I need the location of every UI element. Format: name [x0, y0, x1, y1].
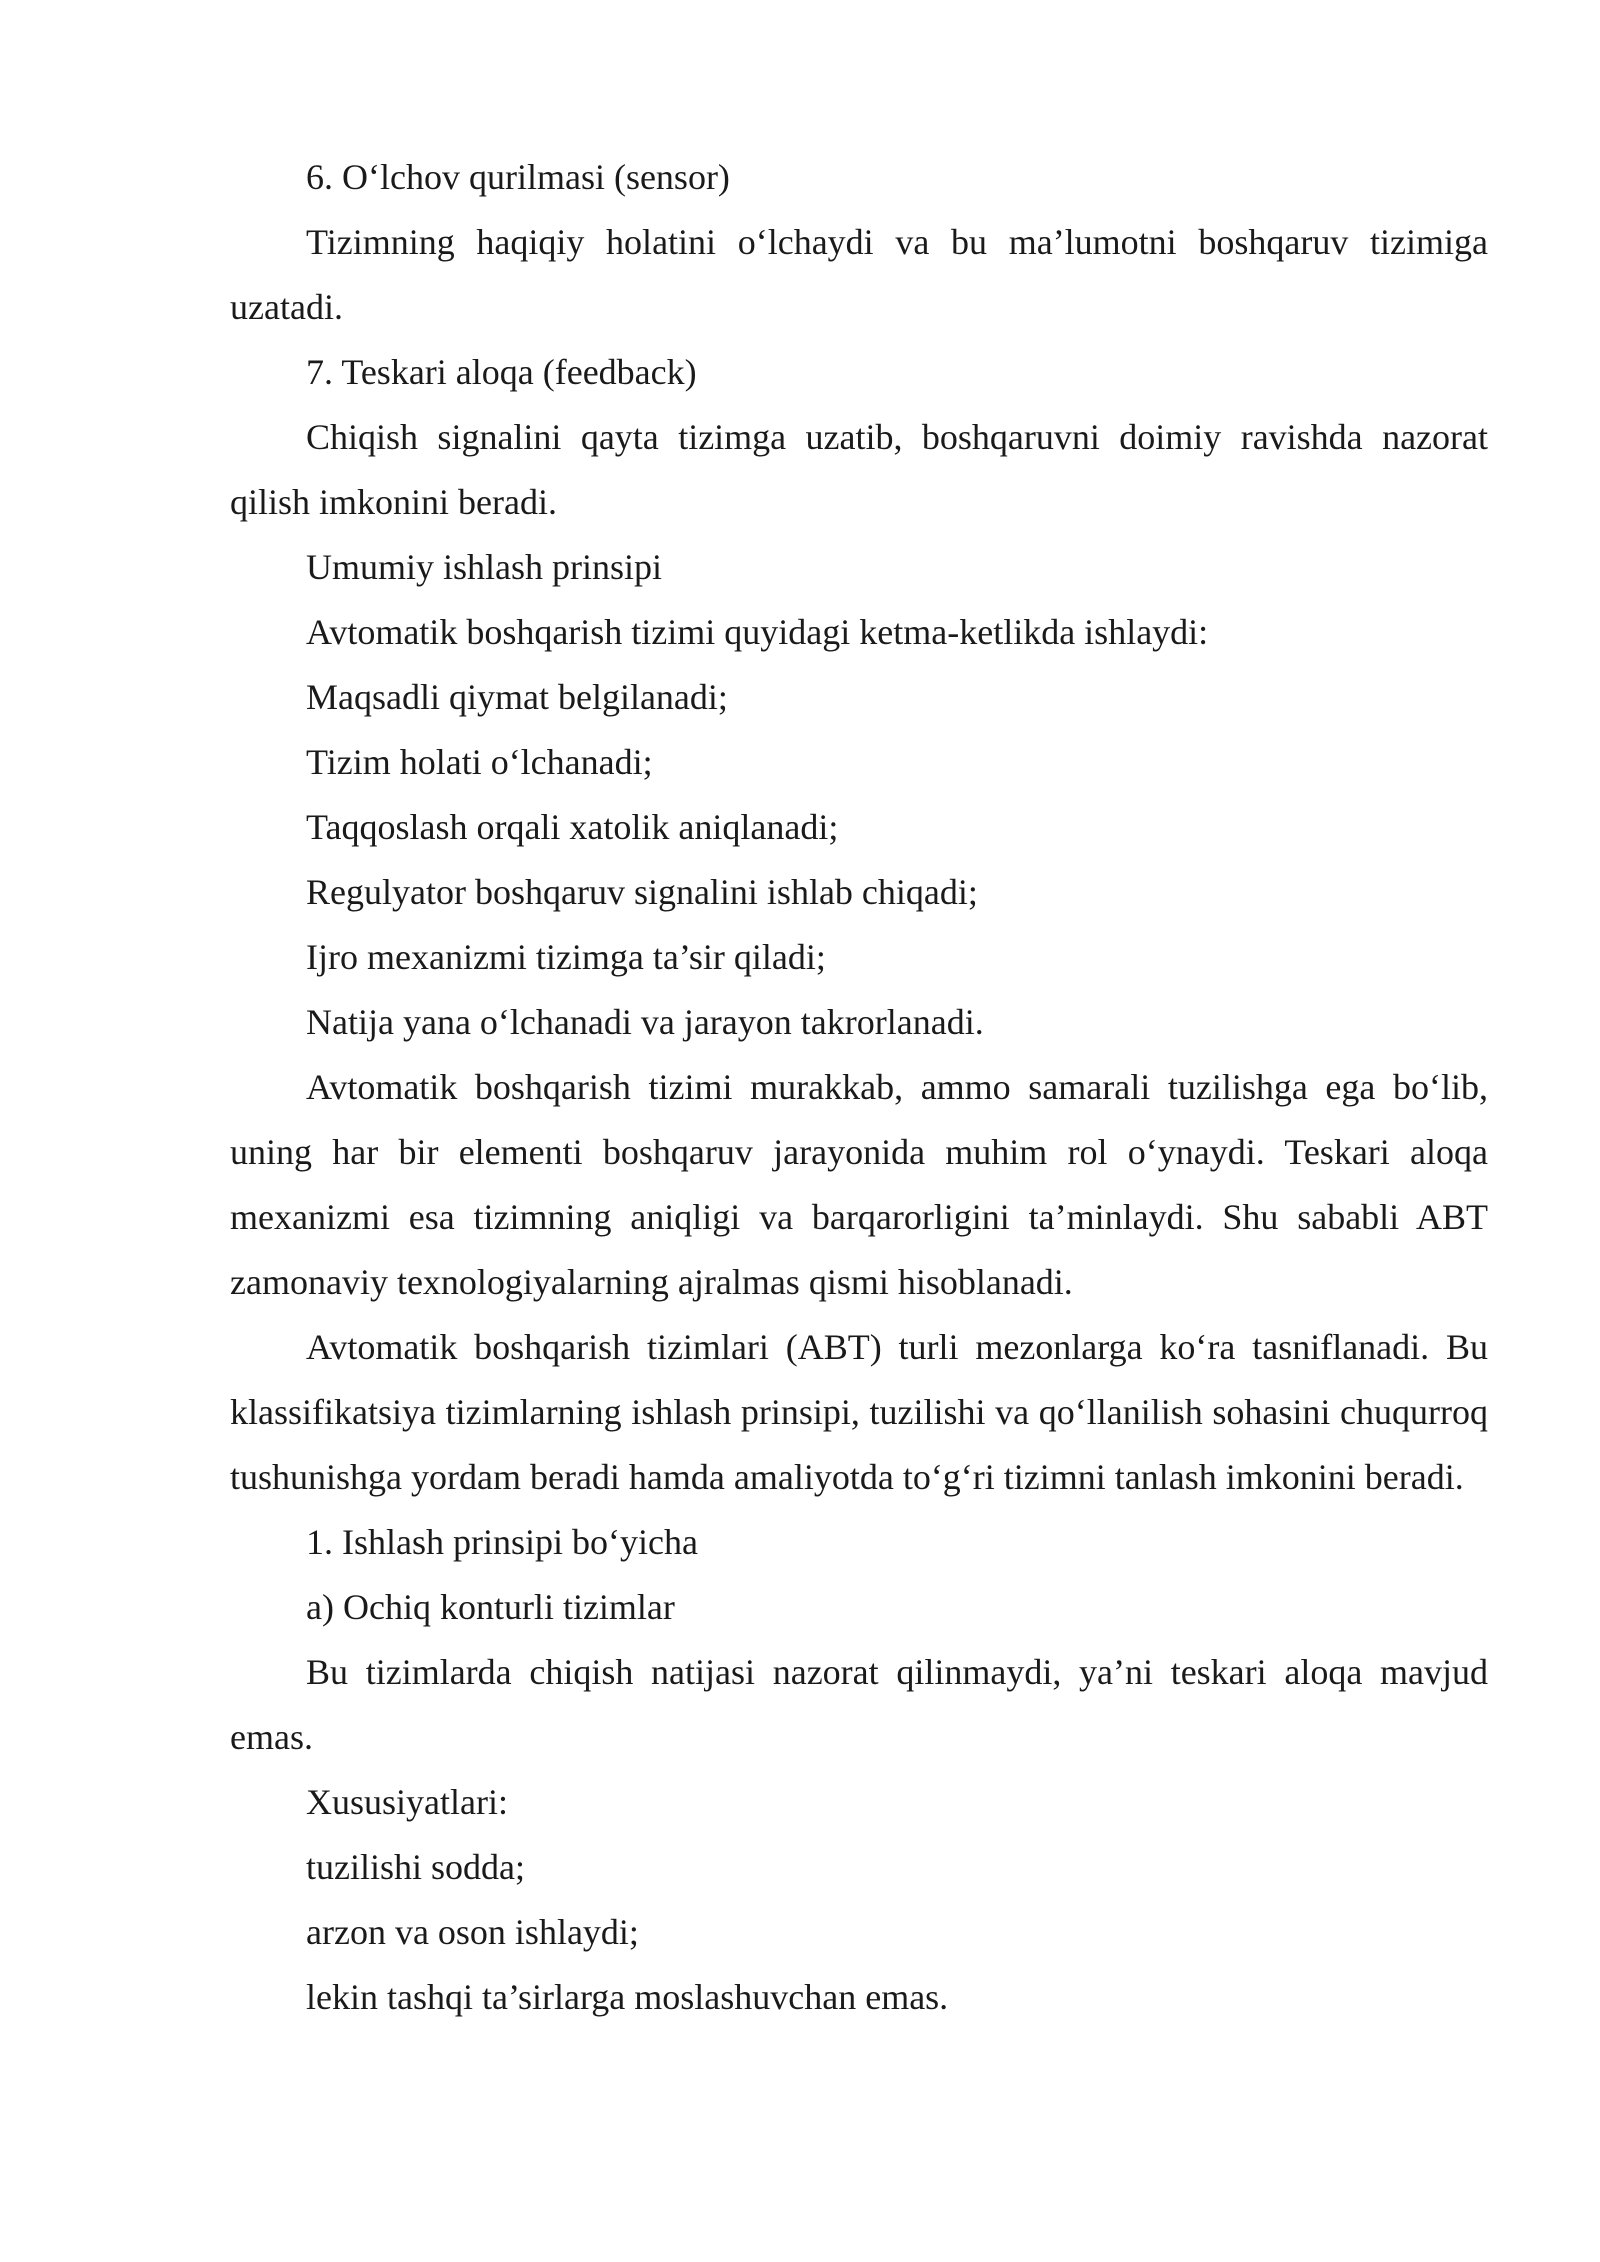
- list-item: arzon va oson ishlaydi;: [306, 1912, 639, 1952]
- heading-by-working-principle: 1. Ishlash prinsipi bo‘yicha: [306, 1522, 698, 1562]
- heading-open-loop-systems: a) Ochiq konturli tizimlar: [306, 1587, 675, 1627]
- list-item: Taqqoslash orqali xatolik aniqlanadi;: [306, 807, 839, 847]
- heading-general-principle: Umumiy ishlash prinsipi: [306, 547, 663, 587]
- list-item: Natija yana o‘lchanadi va jarayon takrorlanadi.: [306, 1002, 984, 1042]
- heading-sensor: 6. O‘lchov qurilmasi (sensor): [306, 157, 730, 197]
- document-page: [230, 145, 1488, 2030]
- paragraph-sensor-description: Tizimning haqiqiy holatini o‘lchaydi va bu ma’lumotni boshqaruv tizimiga uzatadi.: [230, 222, 1488, 327]
- text-sequence-intro: Avtomatik boshqarish tizimi quyidagi ketma-ketlikda ishlaydi:: [306, 612, 1209, 652]
- paragraph-abt-summary: Avtomatik boshqarish tizimi murakkab, ammo samarali tuzilishga ega bo‘lib, uning har bir elementi boshqaruv jarayonida muhim rol o‘ynaydi. Teskari aloqa mexanizmi esa tizimning aniqligi va barqarorligini ta’minlaydi. Shu sababli ABT zamonaviy texnologiyalarning ajralmas qismi hisoblanadi.: [230, 1067, 1488, 1302]
- list-item: Maqsadli qiymat belgilanadi;: [306, 677, 728, 717]
- list-item: lekin tashqi ta’sirlarga moslashuvchan emas.: [306, 1977, 949, 2017]
- paragraph-abt-classification: Avtomatik boshqarish tizimlari (ABT) turli mezonlarga ko‘ra tasniflanadi. Bu klassifikatsiya tizimlarning ishlash prinsipi, tuzilishi va qo‘llanilish sohasini chuqurroq tushunishga yordam beradi hamda amaliyotda to‘g‘ri tizimni tanlash imkonini beradi.: [230, 1327, 1488, 1497]
- list-item: Tizim holati o‘lchanadi;: [306, 742, 653, 782]
- heading-features: Xususiyatlari:: [306, 1782, 508, 1822]
- paragraph-feedback-description: Chiqish signalini qayta tizimga uzatib, boshqaruvni doimiy ravishda nazorat qilish imkonini beradi.: [230, 417, 1488, 522]
- paragraph-open-loop-description: Bu tizimlarda chiqish natijasi nazorat qilinmaydi, ya’ni teskari aloqa mavjud emas.: [230, 1652, 1488, 1757]
- heading-feedback: 7. Teskari aloqa (feedback): [306, 352, 697, 392]
- list-item: Ijro mexanizmi tizimga ta’sir qiladi;: [306, 937, 826, 977]
- list-item: tuzilishi sodda;: [306, 1847, 525, 1887]
- list-item: Regulyator boshqaruv signalini ishlab chiqadi;: [306, 872, 978, 912]
